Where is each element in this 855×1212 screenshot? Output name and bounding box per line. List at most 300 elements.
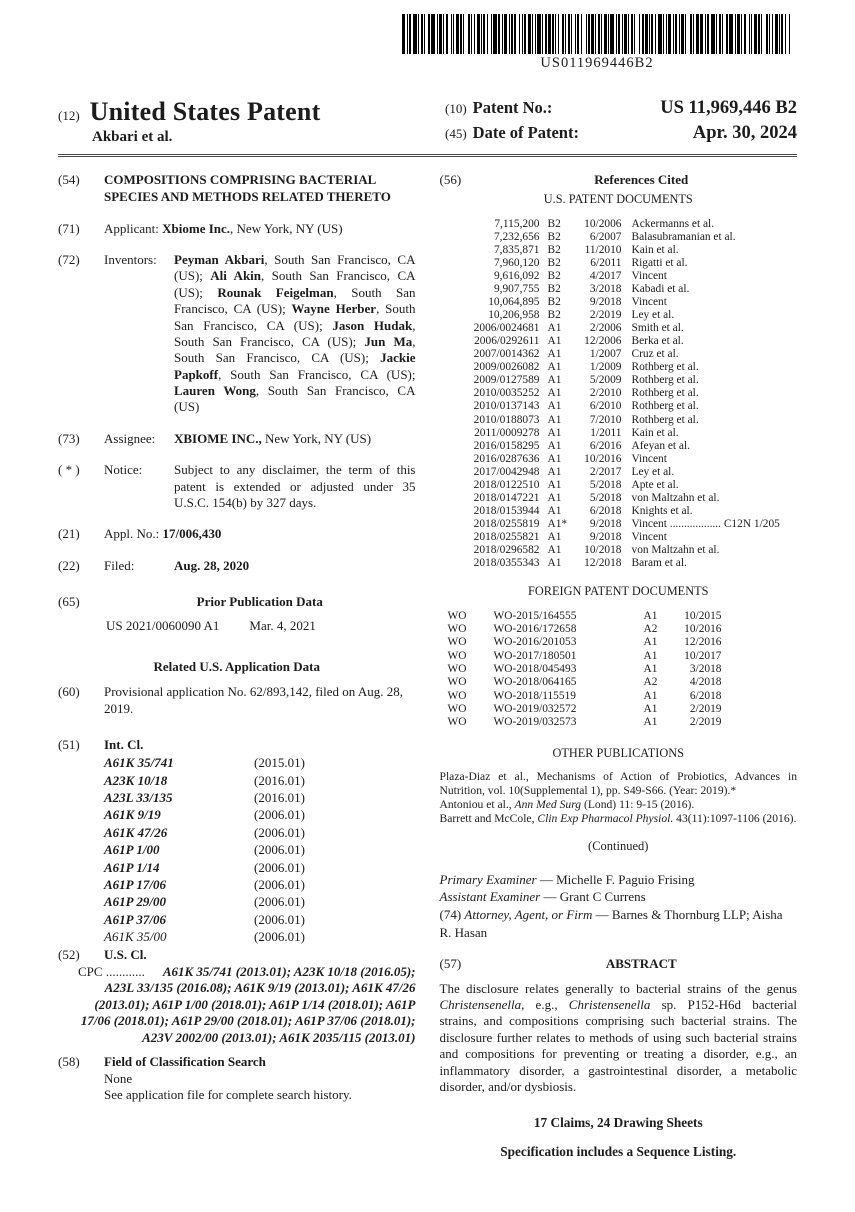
related-text: Provisional application No. 62/893,142, filed on Aug. 28, 2019. — [104, 684, 403, 716]
inventors-label: Inventors: — [104, 252, 157, 268]
cpc-classification — [78, 964, 416, 1047]
doc-number: 2010/0137143 — [473, 400, 540, 413]
us-doc-row — [446, 361, 798, 374]
notice-code: ( * ) — [58, 462, 80, 478]
int-cl-heading: Int. Cl. — [104, 736, 144, 752]
applicant-code: (71) — [58, 220, 80, 236]
genus-name: Christensenella — [439, 997, 522, 1012]
primary-examiner-name: — Michelle F. Paguio Frising — [536, 871, 695, 887]
doc-kind: B2 — [547, 283, 561, 296]
header-left — [58, 97, 320, 148]
doc-name: Ley et al. — [631, 309, 675, 322]
doc-number: WO-2018/064165 — [493, 676, 577, 689]
us-doc-row — [446, 479, 798, 492]
abstract-text: The disclosure relates generally to bacterial strains of the genus Christensenella, e.g., Christensenella sp. P152-H6d bacterial strains, and compositions comprising such bacterial strains. The disclosure further relates to methods of using such bacterial strains and compositions for preventing or treating a disorder, e.g., an inflammatory disorder, a gastrointestinal disorder, a metabolic disorder, and/or dysbiosis. — [439, 980, 797, 1094]
doc-number: 2018/0147221 — [473, 491, 540, 504]
doc-name: Ackermanns et al. — [631, 217, 715, 230]
us-doc-row — [446, 283, 798, 296]
inventor-name: Ali Akin — [210, 268, 262, 284]
doc-name: Afeyan et al. — [631, 439, 691, 452]
doc-kind: A1 — [547, 478, 562, 491]
doc-name: Rothberg et al. — [631, 413, 699, 426]
doc-kind: B2 — [547, 269, 561, 282]
foreign-doc-row — [448, 610, 798, 623]
doc-office: WO — [447, 662, 467, 675]
genus-name: Christensenella — [568, 997, 651, 1012]
int-cl-row — [104, 877, 416, 893]
invention-title: COMPOSITIONS COMPRISING BACTERIAL SPECIES AND METHODS RELATED THERETO — [104, 171, 391, 204]
doc-name: Rothberg et al. — [631, 361, 699, 374]
foreign-patent-documents-table — [448, 610, 798, 730]
doc-date: 2/2019 — [689, 716, 722, 729]
assignee-label: Assignee: — [104, 430, 156, 446]
doc-name: Rothberg et al. — [631, 387, 699, 400]
patent-number-label: Patent No.: — [472, 98, 553, 117]
claims-sheets-line: 17 Claims, 24 Drawing Sheets — [533, 1115, 703, 1131]
related-data-heading: Related U.S. Application Data — [153, 658, 320, 674]
doc-kind: A1 — [547, 374, 562, 387]
doc-type-title: United States Patent — [89, 96, 321, 126]
doc-date: 2/2006 — [589, 322, 622, 335]
int-cl-code: (51) — [58, 736, 80, 752]
inventor-name: Jason Hudak — [332, 317, 413, 333]
inventor-location: , South San Francisco, CA (US); — [174, 301, 416, 333]
us-doc-row — [446, 557, 798, 570]
us-doc-row — [446, 427, 798, 440]
us-doc-row — [446, 322, 798, 335]
doc-number: WO-2016/172658 — [493, 622, 577, 635]
int-cl-date: (2006.01) — [254, 824, 305, 840]
doc-number: 10,206,958 — [488, 309, 540, 322]
assignee-location: New York, NY (US) — [261, 430, 372, 446]
applicant-name: Xbiome Inc. — [162, 220, 231, 236]
applicant-location: , New York, NY (US) — [230, 220, 343, 236]
doc-number: 2016/0287636 — [473, 452, 540, 465]
prior-pub-date: Mar. 4, 2021 — [249, 618, 316, 634]
int-cl-row — [104, 755, 416, 771]
int-cl-row — [104, 860, 416, 876]
application-number-section — [58, 526, 416, 542]
doc-kind: B2 — [547, 309, 561, 322]
doc-kind: A1 — [643, 662, 658, 675]
doc-kind: A1 — [547, 413, 562, 426]
doc-kind: A1 — [547, 387, 562, 400]
doc-number: 2010/0188073 — [473, 413, 540, 426]
foreign-doc-row — [448, 676, 798, 689]
doc-office: WO — [447, 609, 467, 622]
int-cl-class: A23K 10/18 — [104, 772, 168, 788]
doc-date: 3/2018 — [589, 283, 622, 296]
int-cl-class: A61K 35/00 — [104, 929, 167, 945]
doc-kind: A1 — [547, 491, 562, 504]
doc-name: Berka et al. — [631, 335, 684, 348]
filed-label: Filed: — [104, 557, 135, 573]
abstract-heading-row — [440, 956, 798, 972]
doc-number: 2016/0158295 — [473, 439, 540, 452]
field-search-heading-row — [58, 1054, 416, 1070]
doc-number: WO-2019/032573 — [493, 716, 577, 729]
doc-date: 12/2006 — [584, 335, 622, 348]
doc-date: 1/2007 — [589, 348, 622, 361]
related-code: (60) — [58, 684, 80, 700]
publication-item: Plaza-Diaz et al., Mechanisms of Action of Probiotics, Advances in Nutrition, vol. 10(Supplemental 1), pp. S49-S66. (Year: 2019).* — [439, 770, 797, 798]
doc-kind: A1 — [547, 400, 562, 413]
abstract-code: (57) — [439, 956, 462, 972]
doc-date: 1/2009 — [589, 361, 622, 374]
int-cl-class: A61K 47/26 — [104, 824, 168, 840]
doc-date: 7/2010 — [589, 413, 622, 426]
foreign-doc-row — [448, 716, 798, 729]
int-cl-date: (2006.01) — [254, 807, 305, 823]
doc-number: WO-2015/164555 — [493, 609, 577, 622]
right-column — [440, 172, 798, 1173]
foreign-doc-row — [448, 650, 798, 663]
int-cl-date: (2006.01) — [254, 911, 305, 927]
us-doc-row — [446, 440, 798, 453]
doc-number: 7,232,656 — [493, 230, 540, 243]
doc-date: 2/2019 — [689, 702, 722, 715]
doc-kind: A2 — [643, 622, 658, 635]
doc-date: 2/2010 — [589, 387, 622, 400]
appl-no-label: Appl. No.: — [104, 526, 160, 542]
doc-kind: A1 — [643, 689, 658, 702]
doc-office: WO — [447, 689, 467, 702]
assignee-section — [58, 431, 416, 447]
us-doc-row — [446, 296, 798, 309]
field-search-code: (58) — [58, 1054, 80, 1070]
int-cl-date: (2016.01) — [254, 772, 305, 788]
foreign-doc-row — [448, 703, 798, 716]
assignee-code: (73) — [58, 430, 80, 446]
us-doc-row — [446, 414, 798, 427]
doc-kind: A1 — [547, 452, 562, 465]
doc-name: Kain et al. — [631, 243, 679, 256]
doc-type-code: (12) — [58, 107, 80, 123]
doc-kind: A1 — [547, 543, 562, 556]
doc-office: WO — [447, 716, 467, 729]
journal-name: Ann Med Surg — [514, 797, 582, 811]
doc-date: 5/2018 — [589, 478, 622, 491]
field-search-note: See application file for complete search history. — [104, 1087, 352, 1103]
attorney-line — [440, 906, 798, 942]
foreign-doc-row — [448, 636, 798, 649]
doc-number: 2009/0026082 — [473, 361, 540, 374]
doc-kind: A1 — [547, 504, 562, 517]
applicant-section — [58, 221, 416, 237]
filed-code: (22) — [58, 557, 80, 573]
foreign-doc-row — [448, 663, 798, 676]
barcode-icon — [402, 14, 790, 54]
foreign-doc-row — [448, 690, 798, 703]
doc-number: 2011/0009278 — [474, 426, 540, 439]
doc-number: 10,064,895 — [488, 296, 540, 309]
us-doc-row — [446, 231, 798, 244]
patent-number-code: (10) — [445, 101, 467, 116]
prior-pub-code: (65) — [58, 594, 80, 610]
filed-value: Aug. 28, 2020 — [174, 557, 250, 573]
doc-number: 2018/0122510 — [473, 478, 540, 491]
doc-date: 4/2017 — [589, 269, 622, 282]
doc-kind: A1* — [547, 517, 568, 530]
prior-pub-number: US 2021/0060090 A1 — [106, 618, 220, 634]
doc-number: 2018/0153944 — [473, 504, 540, 517]
doc-date: 3/2018 — [689, 662, 722, 675]
doc-kind: A2 — [643, 676, 658, 689]
us-docs-heading: U.S. PATENT DOCUMENTS — [543, 192, 693, 207]
doc-kind: A1 — [643, 609, 658, 622]
inventor-location: , South San Francisco, CA (US); — [174, 252, 416, 284]
barcode — [402, 14, 792, 72]
inventor-location: , South San Francisco, CA (US); — [174, 284, 416, 317]
int-cl-row — [104, 894, 416, 910]
doc-name: Rothberg et al. — [631, 400, 699, 413]
int-cl-date: (2006.01) — [254, 929, 305, 945]
doc-kind: A1 — [643, 649, 658, 662]
primary-examiner-line — [440, 871, 798, 889]
doc-kind: A1 — [547, 361, 562, 374]
foreign-doc-row — [448, 623, 798, 636]
int-cl-class: A61K 9/19 — [104, 807, 161, 823]
doc-number: 2010/0035252 — [473, 387, 540, 400]
doc-date: 9/2018 — [589, 296, 622, 309]
doc-name: Vincent — [631, 452, 667, 465]
doc-number: 2018/0255821 — [473, 530, 540, 543]
doc-date: 6/2010 — [589, 400, 622, 413]
doc-number: 2018/0255819 — [473, 517, 540, 530]
inventors-code: (72) — [58, 252, 80, 268]
us-doc-row — [446, 309, 798, 322]
assistant-examiner-line — [440, 888, 798, 906]
doc-date: 9/2018 — [589, 517, 622, 530]
int-cl-date: (2015.01) — [254, 755, 305, 771]
doc-date: 12/2018 — [584, 557, 622, 570]
appl-no-code: (21) — [58, 526, 80, 542]
doc-date: 6/2011 — [590, 256, 622, 269]
int-cl-class: A61P 29/00 — [104, 894, 166, 910]
doc-date: 12/2016 — [684, 636, 722, 649]
inventors-short: Akbari et al. — [92, 128, 173, 145]
doc-name: Ley et al. — [631, 465, 675, 478]
doc-kind: A1 — [547, 335, 562, 348]
field-search-body — [104, 1071, 416, 1104]
examiners-section — [440, 871, 798, 943]
doc-number: 2006/0292611 — [474, 335, 540, 348]
us-doc-row — [446, 257, 798, 270]
doc-name: Vincent — [631, 296, 667, 309]
us-doc-row — [446, 505, 798, 518]
notice-section — [58, 462, 416, 511]
doc-date: 10/2006 — [584, 217, 622, 230]
doc-name: von Maltzahn et al. — [631, 491, 720, 504]
patent-date-code: (45) — [445, 125, 467, 141]
foreign-docs-heading: FOREIGN PATENT DOCUMENTS — [528, 584, 709, 599]
other-publications-heading: OTHER PUBLICATIONS — [552, 745, 684, 760]
doc-kind: B2 — [547, 243, 561, 256]
assignee-name: XBIOME INC., — [174, 430, 262, 446]
int-cl-row — [104, 790, 416, 806]
int-cl-row — [104, 807, 416, 823]
int-cl-table — [104, 755, 416, 945]
doc-date: 6/2018 — [689, 689, 722, 702]
doc-name: Knights et al. — [631, 504, 693, 517]
us-doc-row — [446, 492, 798, 505]
doc-kind: B2 — [547, 296, 561, 309]
cpc-text: A61K 35/741 (2013.01); A23K 10/18 (2016.05); A23L 33/135 (2016.08); A61K 9/19 (2013.01); A61K 47/26 (2013.01); A61P 1/00 (2018.01); A61P 1/14 (2018.01); A61P 17/06 (2018.01); A61P 29/00 (2018.01); A61P 37/06 (2018.01); A23V 2002/00 (2013.01); A61K 2035/115 (2013.01) — [80, 963, 416, 1045]
doc-kind: A1 — [547, 439, 562, 452]
doc-date: 6/2007 — [589, 230, 622, 243]
int-cl-heading-row — [58, 737, 416, 753]
int-cl-class: A61K 35/741 — [104, 755, 174, 771]
doc-kind: A1 — [547, 426, 562, 439]
applicant-label: Applicant: — [104, 220, 159, 236]
left-column — [58, 172, 416, 1173]
doc-date: 10/2017 — [684, 649, 722, 662]
us-patent-documents-table — [446, 218, 798, 570]
continued-note: (Continued) — [588, 838, 649, 853]
us-doc-row — [446, 374, 798, 387]
doc-date: 4/2018 — [689, 676, 722, 689]
notice-text: Subject to any disclaimer, the term of this patent is extended or adjusted under 35 U.S.C. 154(b) by 327 days. — [174, 462, 416, 510]
doc-number: 2018/0355343 — [473, 557, 540, 570]
doc-name: Baram et al. — [631, 557, 687, 570]
patent-number-row — [445, 96, 797, 121]
us-doc-row — [446, 244, 798, 257]
us-doc-row — [446, 453, 798, 466]
doc-name: Rigatti et al. — [631, 256, 688, 269]
doc-kind: A1 — [643, 702, 658, 715]
us-doc-row — [446, 270, 798, 283]
inventor-name: Rounak Feigelman — [217, 284, 334, 300]
doc-date: 1/2011 — [590, 426, 622, 439]
notice-label: Notice: — [104, 462, 143, 478]
int-cl-class: A61P 37/06 — [104, 911, 166, 927]
doc-name: Smith et al. — [631, 322, 684, 335]
doc-kind: A1 — [547, 530, 562, 543]
patent-date-label: Date of Patent: — [472, 122, 579, 142]
us-doc-row — [446, 518, 798, 531]
doc-name: Vincent .................. C12N 1/205 — [631, 517, 780, 530]
references-heading: References Cited — [594, 171, 689, 187]
int-cl-class: A61P 17/06 — [104, 876, 166, 892]
doc-date: 2/2017 — [589, 465, 622, 478]
doc-date: 6/2018 — [589, 504, 622, 517]
doc-name: Kain et al. — [631, 426, 679, 439]
prior-publication-heading-row — [58, 594, 416, 610]
doc-date: 5/2009 — [589, 374, 622, 387]
us-doc-row — [446, 400, 798, 413]
doc-kind: A1 — [643, 636, 658, 649]
references-heading-row — [440, 172, 798, 188]
footer — [440, 1115, 798, 1161]
doc-name: Balasubramanian et al. — [631, 230, 736, 243]
doc-office: WO — [447, 702, 467, 715]
us-cl-code: (52) — [58, 947, 80, 963]
references-code: (56) — [439, 171, 462, 187]
doc-date: 5/2018 — [589, 491, 622, 504]
doc-kind: A1 — [547, 465, 562, 478]
assistant-examiner-label: Assistant Examiner — [439, 889, 541, 905]
doc-date: 6/2016 — [589, 439, 622, 452]
us-cl-heading-row — [58, 947, 416, 963]
inventor-location: , South San Francisco, CA (US); — [174, 333, 416, 366]
doc-date: 10/2015 — [684, 609, 722, 622]
int-cl-class: A61P 1/14 — [104, 859, 160, 875]
doc-number: WO-2017/180501 — [493, 649, 577, 662]
doc-date: 10/2016 — [584, 452, 622, 465]
inventor-location: , South San Francisco, CA (US) — [174, 383, 416, 415]
patent-date-value: Apr. 30, 2024 — [692, 122, 797, 143]
doc-date: 9/2018 — [589, 530, 622, 543]
doc-number: WO-2019/032572 — [493, 702, 577, 715]
title-code: (54) — [58, 171, 80, 187]
int-cl-date: (2016.01) — [254, 790, 305, 806]
abstract-heading: ABSTRACT — [605, 956, 677, 972]
patent-date-row — [445, 121, 797, 146]
doc-date: 10/2016 — [684, 622, 722, 635]
inventor-location: , South San Francisco, CA (US); — [174, 268, 416, 300]
int-cl-class: A23L 33/135 — [104, 790, 173, 806]
prior-pub-heading: Prior Publication Data — [196, 594, 323, 610]
doc-number: 2017/0042948 — [473, 465, 540, 478]
doc-kind: A1 — [643, 716, 658, 729]
doc-kind: A1 — [547, 348, 562, 361]
doc-office: WO — [447, 676, 467, 689]
field-search-none: None — [104, 1070, 133, 1086]
us-doc-row — [446, 218, 798, 231]
int-cl-row — [104, 825, 416, 841]
doc-kind: A1 — [547, 322, 562, 335]
us-doc-row — [446, 531, 798, 544]
int-cl-date: (2006.01) — [254, 894, 305, 910]
doc-name: Vincent — [631, 269, 667, 282]
doc-name: Vincent — [631, 530, 667, 543]
doc-date: 2/2019 — [589, 309, 622, 322]
doc-kind: B2 — [547, 230, 561, 243]
doc-number: 2009/0127589 — [473, 374, 540, 387]
header-right — [445, 96, 797, 148]
patent-number-value: US 11,969,446 B2 — [660, 98, 797, 118]
inventors-list — [174, 252, 416, 416]
us-doc-row — [446, 348, 798, 361]
doc-date: 10/2018 — [584, 543, 622, 556]
cpc-label: CPC ............ — [78, 963, 145, 979]
doc-number: 7,835,871 — [493, 243, 540, 256]
doc-kind: B2 — [547, 256, 561, 269]
publication-item: Antoniou et al., Ann Med Surg (Lond) 11: 9-15 (2016). — [439, 797, 695, 811]
int-cl-class: A61P 1/00 — [104, 842, 160, 858]
doc-number: 2007/0014362 — [473, 348, 540, 361]
doc-number: WO-2018/115519 — [493, 689, 576, 702]
us-doc-row — [446, 466, 798, 479]
doc-number: 2006/0024681 — [473, 322, 540, 335]
barcode-text: US011969446B2 — [540, 55, 654, 71]
us-doc-row — [446, 544, 798, 557]
doc-number: 9,616,092 — [493, 269, 540, 282]
inventor-name: Wayne Herber — [291, 301, 377, 317]
doc-number: WO-2016/201053 — [493, 636, 577, 649]
field-search-heading: Field of Classification Search — [104, 1054, 266, 1070]
doc-date: 11/2010 — [584, 243, 622, 256]
doc-name: Rothberg et al. — [631, 374, 699, 387]
journal-name: Clin Exp Pharmacol Physiol. — [537, 811, 674, 825]
doc-office: WO — [447, 636, 467, 649]
doc-number: 2018/0296582 — [473, 543, 540, 556]
int-cl-date: (2006.01) — [254, 876, 305, 892]
doc-name: Kabadi et al. — [631, 283, 690, 296]
int-cl-date: (2006.01) — [254, 842, 305, 858]
inventor-name: Lauren Wong — [174, 383, 256, 399]
inventor-location: , South San Francisco, CA (US); — [218, 366, 416, 382]
